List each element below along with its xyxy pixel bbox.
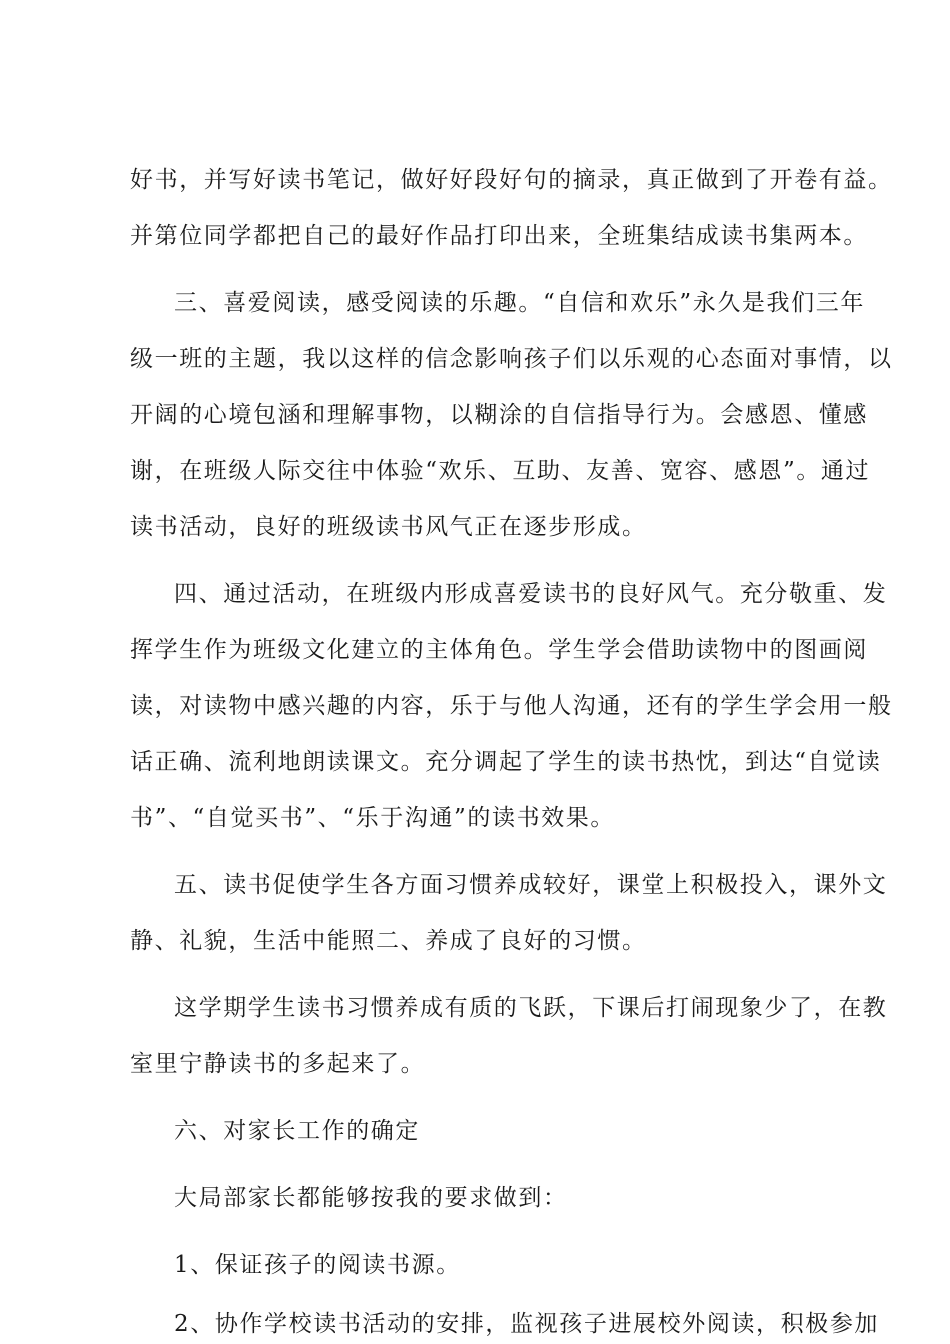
paragraph-heading-4: 四、通过活动，在班级内形成喜爱读书的良好风气。充分敬重、发 — [174, 581, 888, 607]
text-line: 挥学生作为班级文化建立的主体角色。学生学会借助读物中的图画阅 — [130, 637, 868, 663]
paragraph-heading-3: 三、喜爱阅读，感受阅读的乐趣。“自信和欢乐”永久是我们三年 — [174, 290, 865, 316]
text-line: 话正确、流利地朗读课文。充分调起了学生的读书热忱，到达“自觉读 — [130, 749, 882, 775]
paragraph-heading-5: 五、读书促使学生各方面习惯养成较好，课堂上积极投入，课外文 — [174, 872, 888, 898]
section-heading-6: 六、对家长工作的确定 — [174, 1118, 420, 1144]
paragraph-start: 大局部家长都能够按我的要求做到： — [174, 1185, 568, 1211]
text-line: 谢，在班级人际交往中体验“欢乐、互助、友善、宽容、感恩”。通过 — [130, 458, 871, 484]
text-line: 级一班的主题，我以这样的信念影响孩子们以乐观的心态面对事情，以 — [130, 346, 893, 372]
text-line: 静、礼貌，生活中能照二、养成了良好的习惯。 — [130, 928, 647, 954]
text-line: 开阔的心境包涵和理解事物，以糊涂的自信指导行为。会感恩、懂感 — [130, 402, 868, 428]
list-item-2: 2、协作学校读书活动的安排，监视孩子进展校外阅读，积极参加 — [174, 1311, 880, 1337]
list-item-1: 1、保证孩子的阅读书源。 — [174, 1252, 461, 1278]
text-line: 书”、“自觉买书”、“乐于沟通”的读书效果。 — [130, 805, 615, 831]
paragraph-start: 这学期学生读书习惯养成有质的飞跃，下课后打闹现象少了，在教 — [174, 995, 888, 1021]
text-line: 室里宁静读书的多起来了。 — [130, 1051, 426, 1077]
text-line: 好书，并写好读书笔记，做好好段好句的摘录，真正做到了开卷有益。 — [130, 167, 893, 193]
text-line: 并第位同学都把自己的最好作品打印出来，全班集结成读书集两本。 — [130, 223, 868, 249]
text-line: 读，对读物中感兴趣的内容，乐于与他人沟通，还有的学生学会用一般 — [130, 693, 893, 719]
text-line: 读书活动，良好的班级读书风气正在逐步形成。 — [130, 514, 647, 540]
